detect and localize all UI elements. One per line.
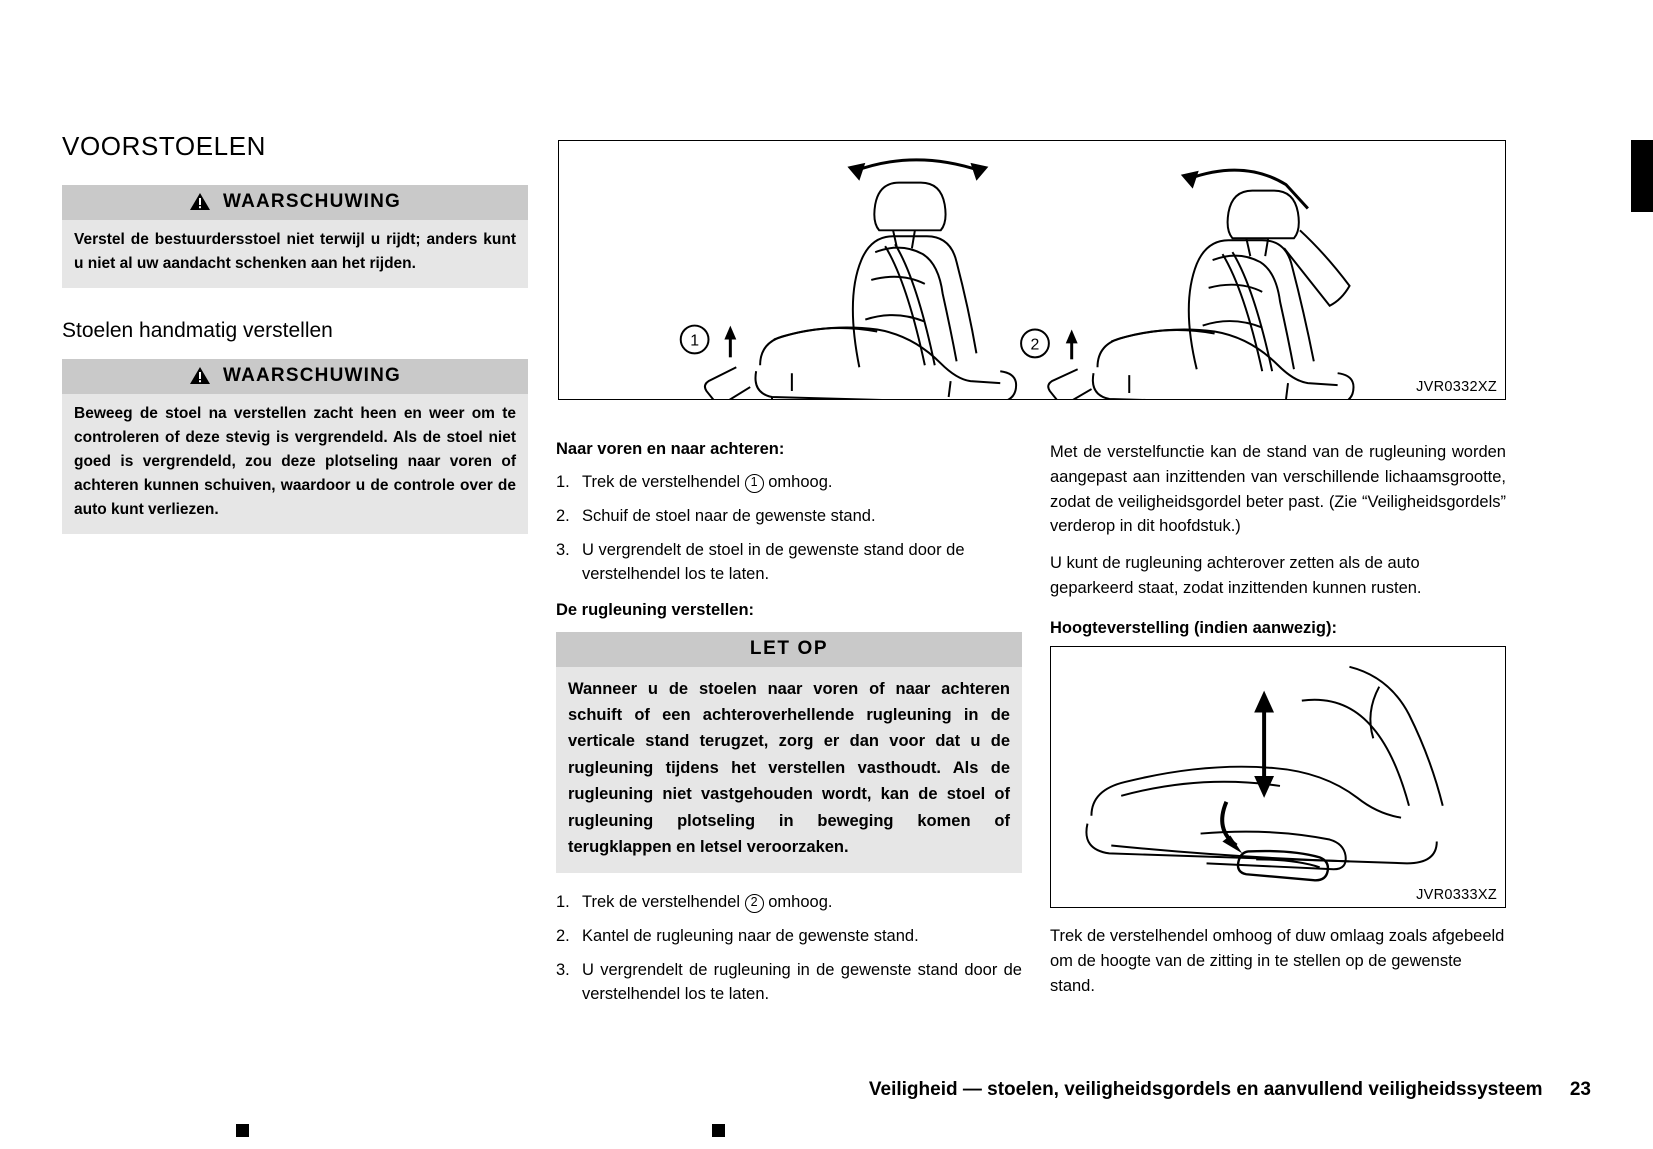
middle-column [556,440,1022,1021]
step-number: 2. [556,927,570,946]
figure-code-right: JVR0333XZ [1416,887,1497,903]
list-item [556,891,1022,915]
paragraph-recline-parked: U kunt de rugleuning achterover zetten als de auto geparkeerd staat, zodat inzittenden kunnen rusten. [1050,554,1422,597]
warning-box-1 [62,185,528,288]
registration-mark-center [712,1124,725,1137]
page-edge-tab [1631,140,1653,212]
step-text: U vergrendelt de stoel in de gewenste stand door de verstelhendel los te laten. [582,540,965,583]
figure-height-adjust-illustration [1051,647,1505,907]
step-number: 3. [556,540,570,559]
steps-recline [556,891,1022,1007]
step-text-after: omhoog. [768,893,833,912]
warning-text-1: Verstel de bestuurdersstoel niet terwijl u rijdt; anders kunt u niet al uw aandacht schenken aan het rijden. [74,230,516,272]
step-text-before: Trek de verstelhendel [582,893,741,912]
steps-fore-aft [556,471,1022,587]
caution-box [556,632,1022,874]
footer-chapter: Veiligheid — stoelen, veiligheidsgordels en aanvullend veiligheidssysteem [868,1079,1543,1100]
caution-body [556,667,1022,874]
step-text-before: Trek de verstelhendel [582,473,741,491]
step-text [582,471,1022,495]
figure-callout-1 [681,326,709,354]
svg-text:2: 2 [1030,336,1040,354]
list-item [556,959,1022,1007]
list-item [556,505,1022,529]
caution-header: LET OP [556,632,1022,667]
warning-header-label-2: WAARSCHUWING [223,364,401,386]
list-item [556,925,1022,949]
warning-header-2 [62,359,528,394]
step-number: 2. [556,506,570,525]
step-text-after: omhoog. [768,473,833,491]
footer [0,1079,1653,1101]
step-number: 1. [556,473,570,491]
figure-seat-adjust-illustration [559,141,1505,399]
warning-triangle-icon [189,366,211,385]
paragraph-recline-function: Met de verstelfunctie kan de stand van de rugleuning worden aangepast aan inzittenden van verschillende lichaamsgrootte, zodat de veiligheidsgordel beter past. (Zie “Veiligheidsgordels” verderop in dit hoofdstuk.) [1050,443,1506,536]
right-column [1050,440,1506,650]
paragraph-height-instructions: Trek de verstelhendel omhoog of duw omlaag zoals afgebeeld om de hoogte van de zitting in te stellen op de gewenste stand. [1050,927,1505,995]
warning-header-label-1: WAARSCHUWING [223,190,401,212]
page-title: VOORSTOELEN [62,131,267,161]
step-text: U vergrendelt de rugleuning in de gewenste stand door de verstelhendel los te laten. [582,961,1022,1004]
heading-height-adjust: Hoogteverstelling (indien aanwezig): [1050,618,1337,637]
warning-body-1 [62,220,528,288]
circled-number-2: 2 [745,894,764,913]
heading-recline: De rugleuning verstellen: [556,600,755,619]
circled-number-1: 1 [745,474,764,493]
warning-box-2 [62,359,528,534]
step-text: Kantel de rugleuning naar de gewenste stand. [582,927,919,946]
step-number: 3. [556,961,570,980]
page-number: 23 [1569,1079,1591,1100]
step-text: Schuif de stoel naar de gewenste stand. [582,506,876,525]
figure-height-adjust [1050,646,1506,908]
figure-callout-2 [1021,330,1049,358]
warning-body-2 [62,394,528,534]
list-item [556,471,1022,495]
left-column [62,132,528,542]
list-item [556,539,1022,587]
step-text [582,891,1022,915]
svg-text:1: 1 [690,332,700,350]
subsection-title: Stoelen handmatig verstellen [62,318,333,342]
heading-fore-aft: Naar voren en naar achteren: [556,440,785,458]
warning-triangle-icon [189,192,211,211]
figure-seat-adjust [558,140,1506,400]
warning-header-1 [62,185,528,220]
caution-text: Wanneer u de stoelen naar voren of naar achteren schuift of een achteroverhellende rugleuning in de verticale stand terugzet, zorg er dan voor dat u de rugleuning tijdens het verstellen vasthoudt. Als de rugleuning niet vastgehouden wordt, kan de stoel of rugleuning plotseling in beweging komen of terugklappen en letsel veroorzaken. [568,679,1010,857]
warning-text-2: Beweeg de stoel na verstellen zacht heen en weer om te controleren of deze stevig is vergrendeld. Als de stoel niet goed is vergrendeld, zou deze plotseling naar voren of achteren kunnen schuiven, waardoor u de controle over de auto kunt verliezen. [74,404,516,518]
figure-code-top: JVR0332XZ [1416,379,1497,395]
right-column-lower [1050,924,1506,1010]
step-number: 1. [556,893,570,912]
registration-mark-left [236,1124,249,1137]
